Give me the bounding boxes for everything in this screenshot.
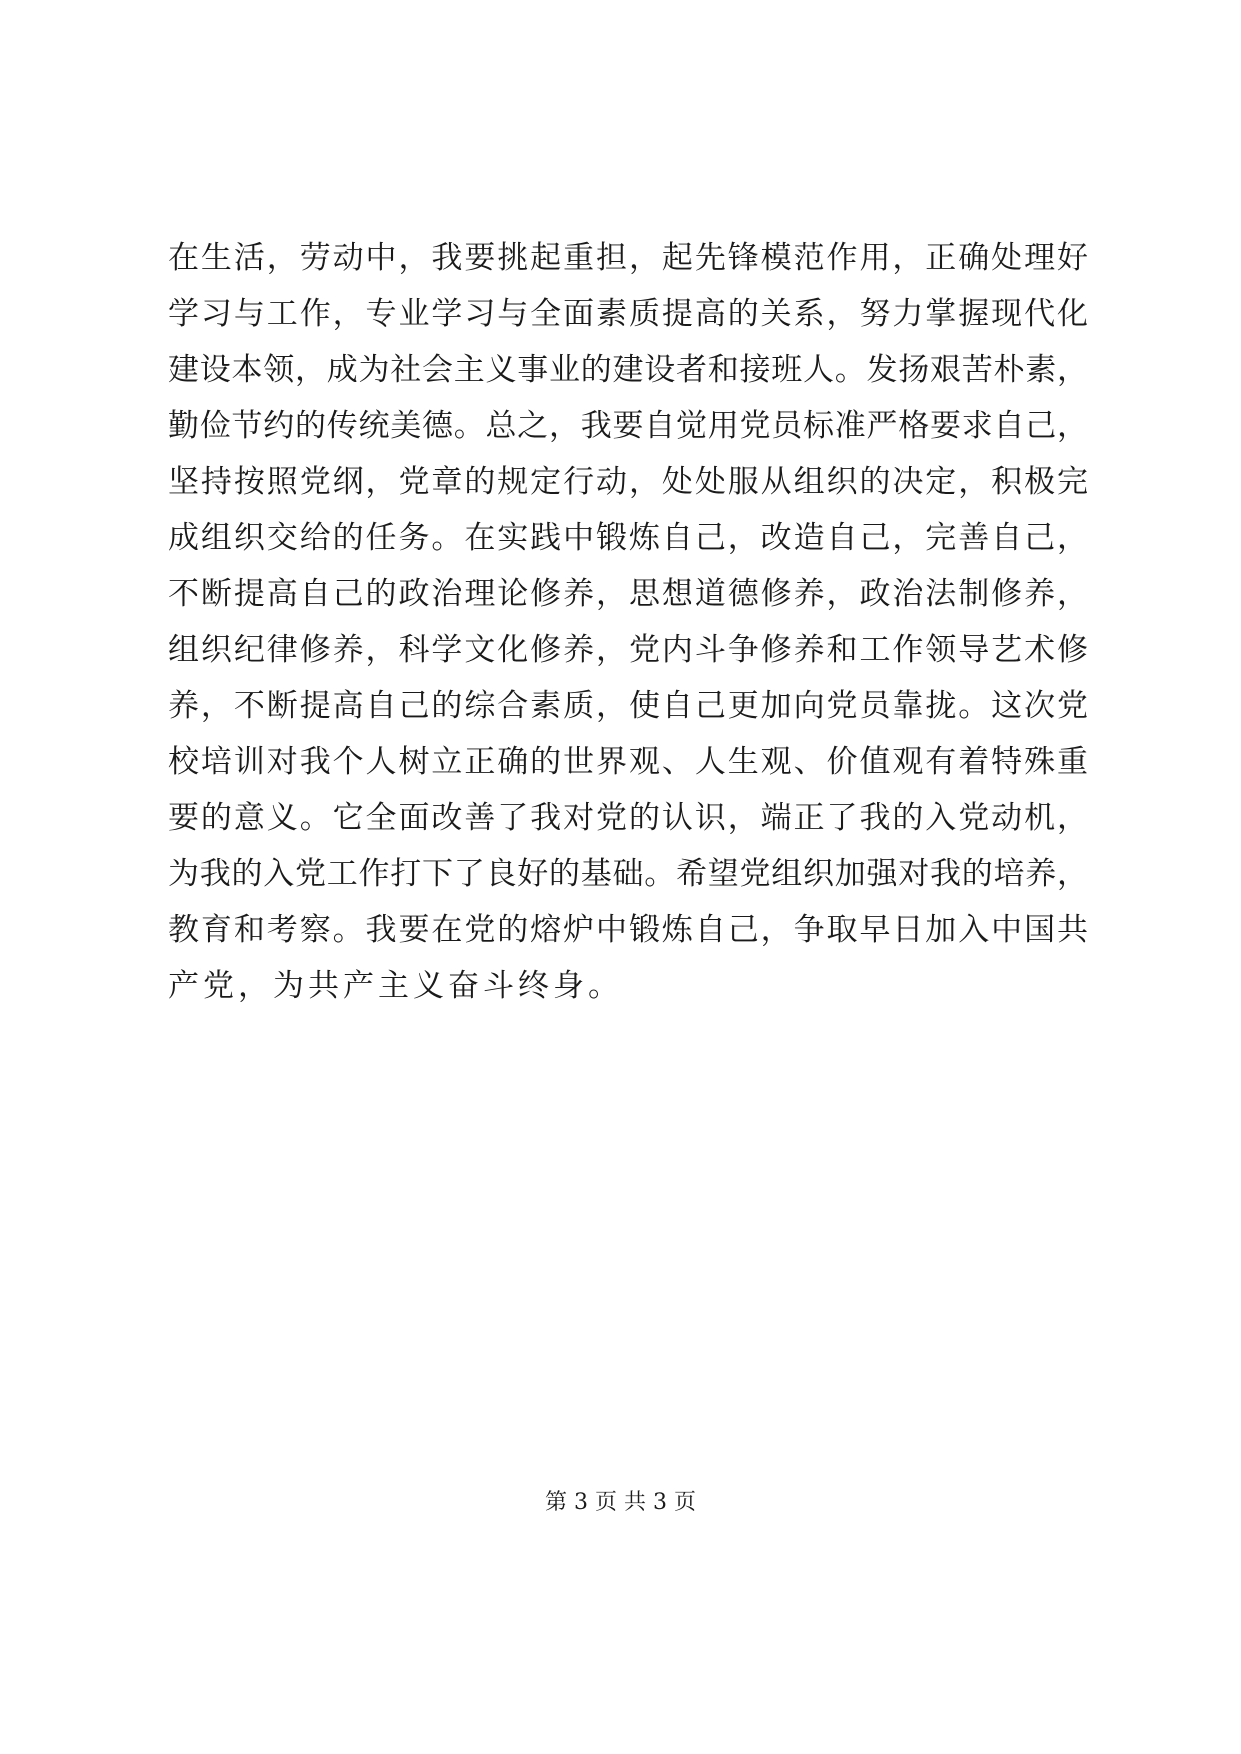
paragraph-line: 学习与工作，专业学习与全面素质提高的关系，努力掌握现代化 — [168, 296, 1088, 332]
paragraph-line: 组织纪律修养，科学文化修养，党内斗争修养和工作领导艺术修 — [168, 632, 1088, 668]
paragraph-line-last: 产党，为共产主义奋斗终身。 — [168, 968, 623, 1004]
paragraph-line: 教育和考察。我要在党的熔炉中锻炼自己，争取早日加入中国共 — [168, 912, 1088, 948]
page-number-footer: 第 3 页 共 3 页 — [545, 1490, 696, 1515]
body-paragraph — [168, 230, 1088, 1014]
paragraph-line: 成组织交给的任务。在实践中锻炼自己，改造自己，完善自己， — [168, 520, 1088, 556]
paragraph-line: 为我的入党工作打下了良好的基础。希望党组织加强对我的培养， — [168, 856, 1088, 892]
paragraph-line: 不断提高自己的政治理论修养，思想道德修养，政治法制修养， — [168, 576, 1088, 612]
paragraph-line: 要的意义。它全面改善了我对党的认识，端正了我的入党动机， — [168, 800, 1088, 836]
paragraph-line: 校培训对我个人树立正确的世界观、人生观、价值观有着特殊重 — [168, 744, 1088, 780]
paragraph-line: 坚持按照党纲，党章的规定行动，处处服从组织的决定，积极完 — [168, 464, 1088, 500]
paragraph-line: 在生活，劳动中，我要挑起重担，起先锋模范作用，正确处理好 — [168, 240, 1088, 276]
paragraph-line: 建设本领，成为社会主义事业的建设者和接班人。发扬艰苦朴素， — [168, 352, 1088, 388]
paragraph-line: 勤俭节约的传统美德。总之，我要自觉用党员标准严格要求自己， — [168, 408, 1088, 444]
paragraph-line: 养，不断提高自己的综合素质，使自己更加向党员靠拢。这次党 — [168, 688, 1088, 724]
